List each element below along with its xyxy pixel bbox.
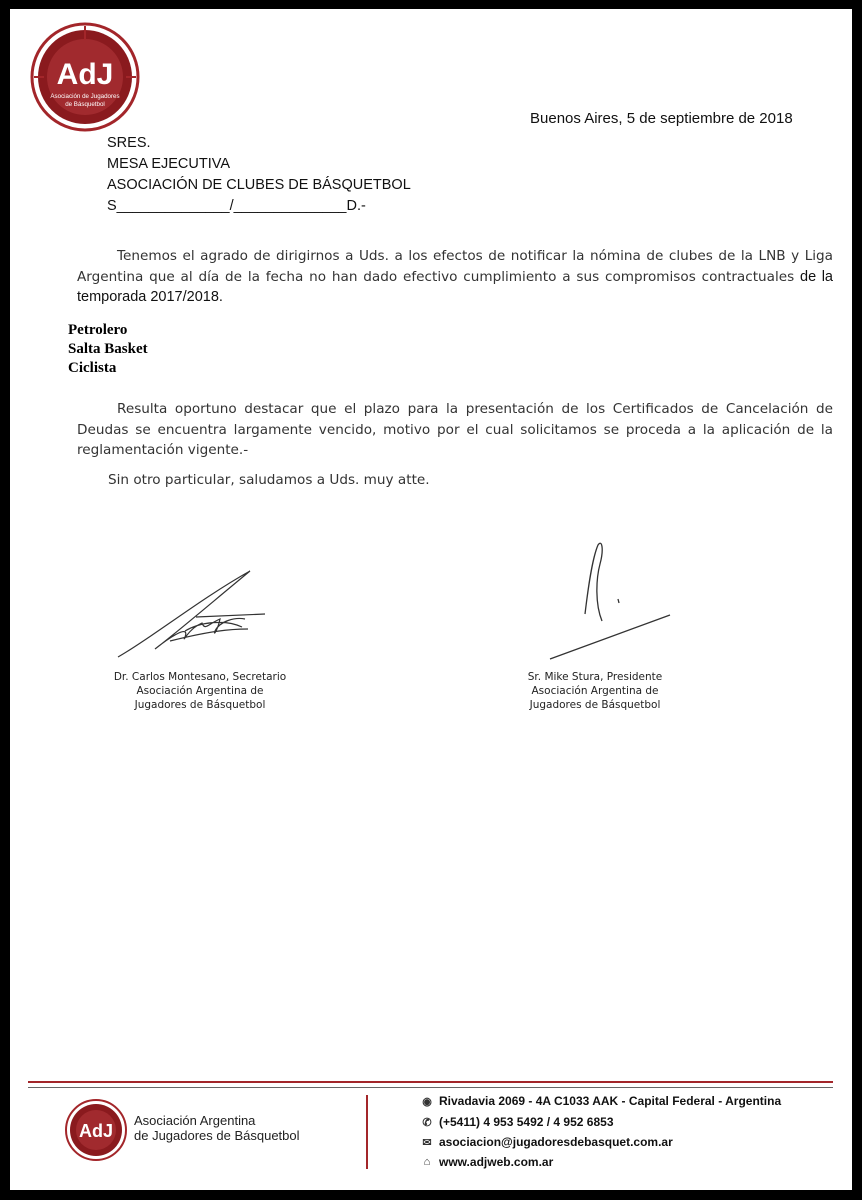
- footer-divider-thin: [28, 1087, 833, 1088]
- footer-adj-logo: [65, 1099, 127, 1161]
- paragraph-1-main: Tenemos el agrado de dirigirnos a Uds. a los efectos de notificar la nómina de clubes de la LNB y Liga Argentina que al día de la fecha no han dado efectivo cumplimiento a sus compromisos contractuales: [77, 248, 833, 285]
- signatory-name: Dr. Carlos Montesano, Secretario: [113, 671, 287, 683]
- footer-web[interactable]: ⌂ www.adjweb.com.ar: [420, 1155, 553, 1169]
- addressee-line-3: ASOCIACIÓN DE CLUBES DE BÁSQUETBOL: [107, 177, 411, 193]
- home-icon: ⌂: [423, 1156, 431, 1168]
- club-item: Salta Basket: [68, 341, 148, 357]
- footer-phone: ✆ (+5411) 4 953 5492 / 4 952 6853: [420, 1115, 614, 1129]
- email-icon: ✉: [422, 1136, 432, 1149]
- club-item: Ciclista: [68, 360, 117, 376]
- phone-icon: ✆: [422, 1116, 432, 1129]
- footer-org-line-1: Asociación Argentina: [134, 1113, 256, 1128]
- signatory-org: Asociación Argentina de: [531, 685, 659, 697]
- paragraph-2-text: Resulta oportuno destacar que el plazo para la presentación de los Certificados de Cancelación de Deudas se encuentra largamente vencido, motivo por el cual solicitamos se proceda a la aplicación de la reglamentación vigente.-: [77, 401, 833, 458]
- signature-block-president: [505, 670, 685, 712]
- logo-subtitle-1: Asociación de Jugadores: [50, 93, 120, 100]
- letter-page: [10, 9, 852, 1190]
- clubs-list: [68, 321, 148, 378]
- signatory-name: Sr. Mike Stura, Presidente: [527, 671, 663, 683]
- paragraph-2: [77, 399, 833, 461]
- addressee-line-2: MESA EJECUTIVA: [107, 156, 231, 172]
- footer-org-line-2: de Jugadores de Básquetbol: [134, 1128, 300, 1143]
- footer-divider-top: [28, 1081, 833, 1083]
- signatures: [10, 519, 852, 669]
- addressee-block: [107, 133, 411, 217]
- map-pin-icon: ◉: [422, 1095, 432, 1108]
- addressee-line-1: SRES.: [107, 135, 151, 151]
- signatory-org: Jugadores de Básquetbol: [529, 699, 661, 711]
- footer-address: ◉ Rivadavia 2069 - 4A C1033 AAK - Capital Federal - Argentina: [420, 1094, 781, 1108]
- signatory-org: Asociación Argentina de: [136, 685, 264, 697]
- paragraph-1-tail: de la temporada 2017/2018.: [77, 268, 833, 305]
- signature-block-secretary: [100, 670, 300, 712]
- logo-title: AdJ: [56, 58, 114, 91]
- club-item: Petrolero: [68, 322, 128, 338]
- footer-vertical-divider: [366, 1095, 368, 1169]
- footer-email[interactable]: ✉ asociacion@jugadoresdebasquet.com.ar: [420, 1135, 673, 1149]
- date-line: Buenos Aires, 5 de septiembre de 2018: [530, 110, 793, 127]
- addressee-line-4: S______________/______________D.-: [107, 198, 366, 214]
- signature-president: [550, 543, 670, 659]
- footer-logo-text: AdJ: [78, 1121, 114, 1141]
- closing-line: Sin otro particular, saludamos a Uds. muy atte.: [108, 472, 430, 488]
- footer-org-name: [134, 1113, 300, 1143]
- paragraph-1: [77, 246, 833, 308]
- signature-secretary: [118, 571, 265, 657]
- logo-subtitle-2: de Básquetbol: [65, 101, 105, 108]
- adj-logo: [30, 22, 140, 132]
- signatory-org: Jugadores de Básquetbol: [134, 699, 266, 711]
